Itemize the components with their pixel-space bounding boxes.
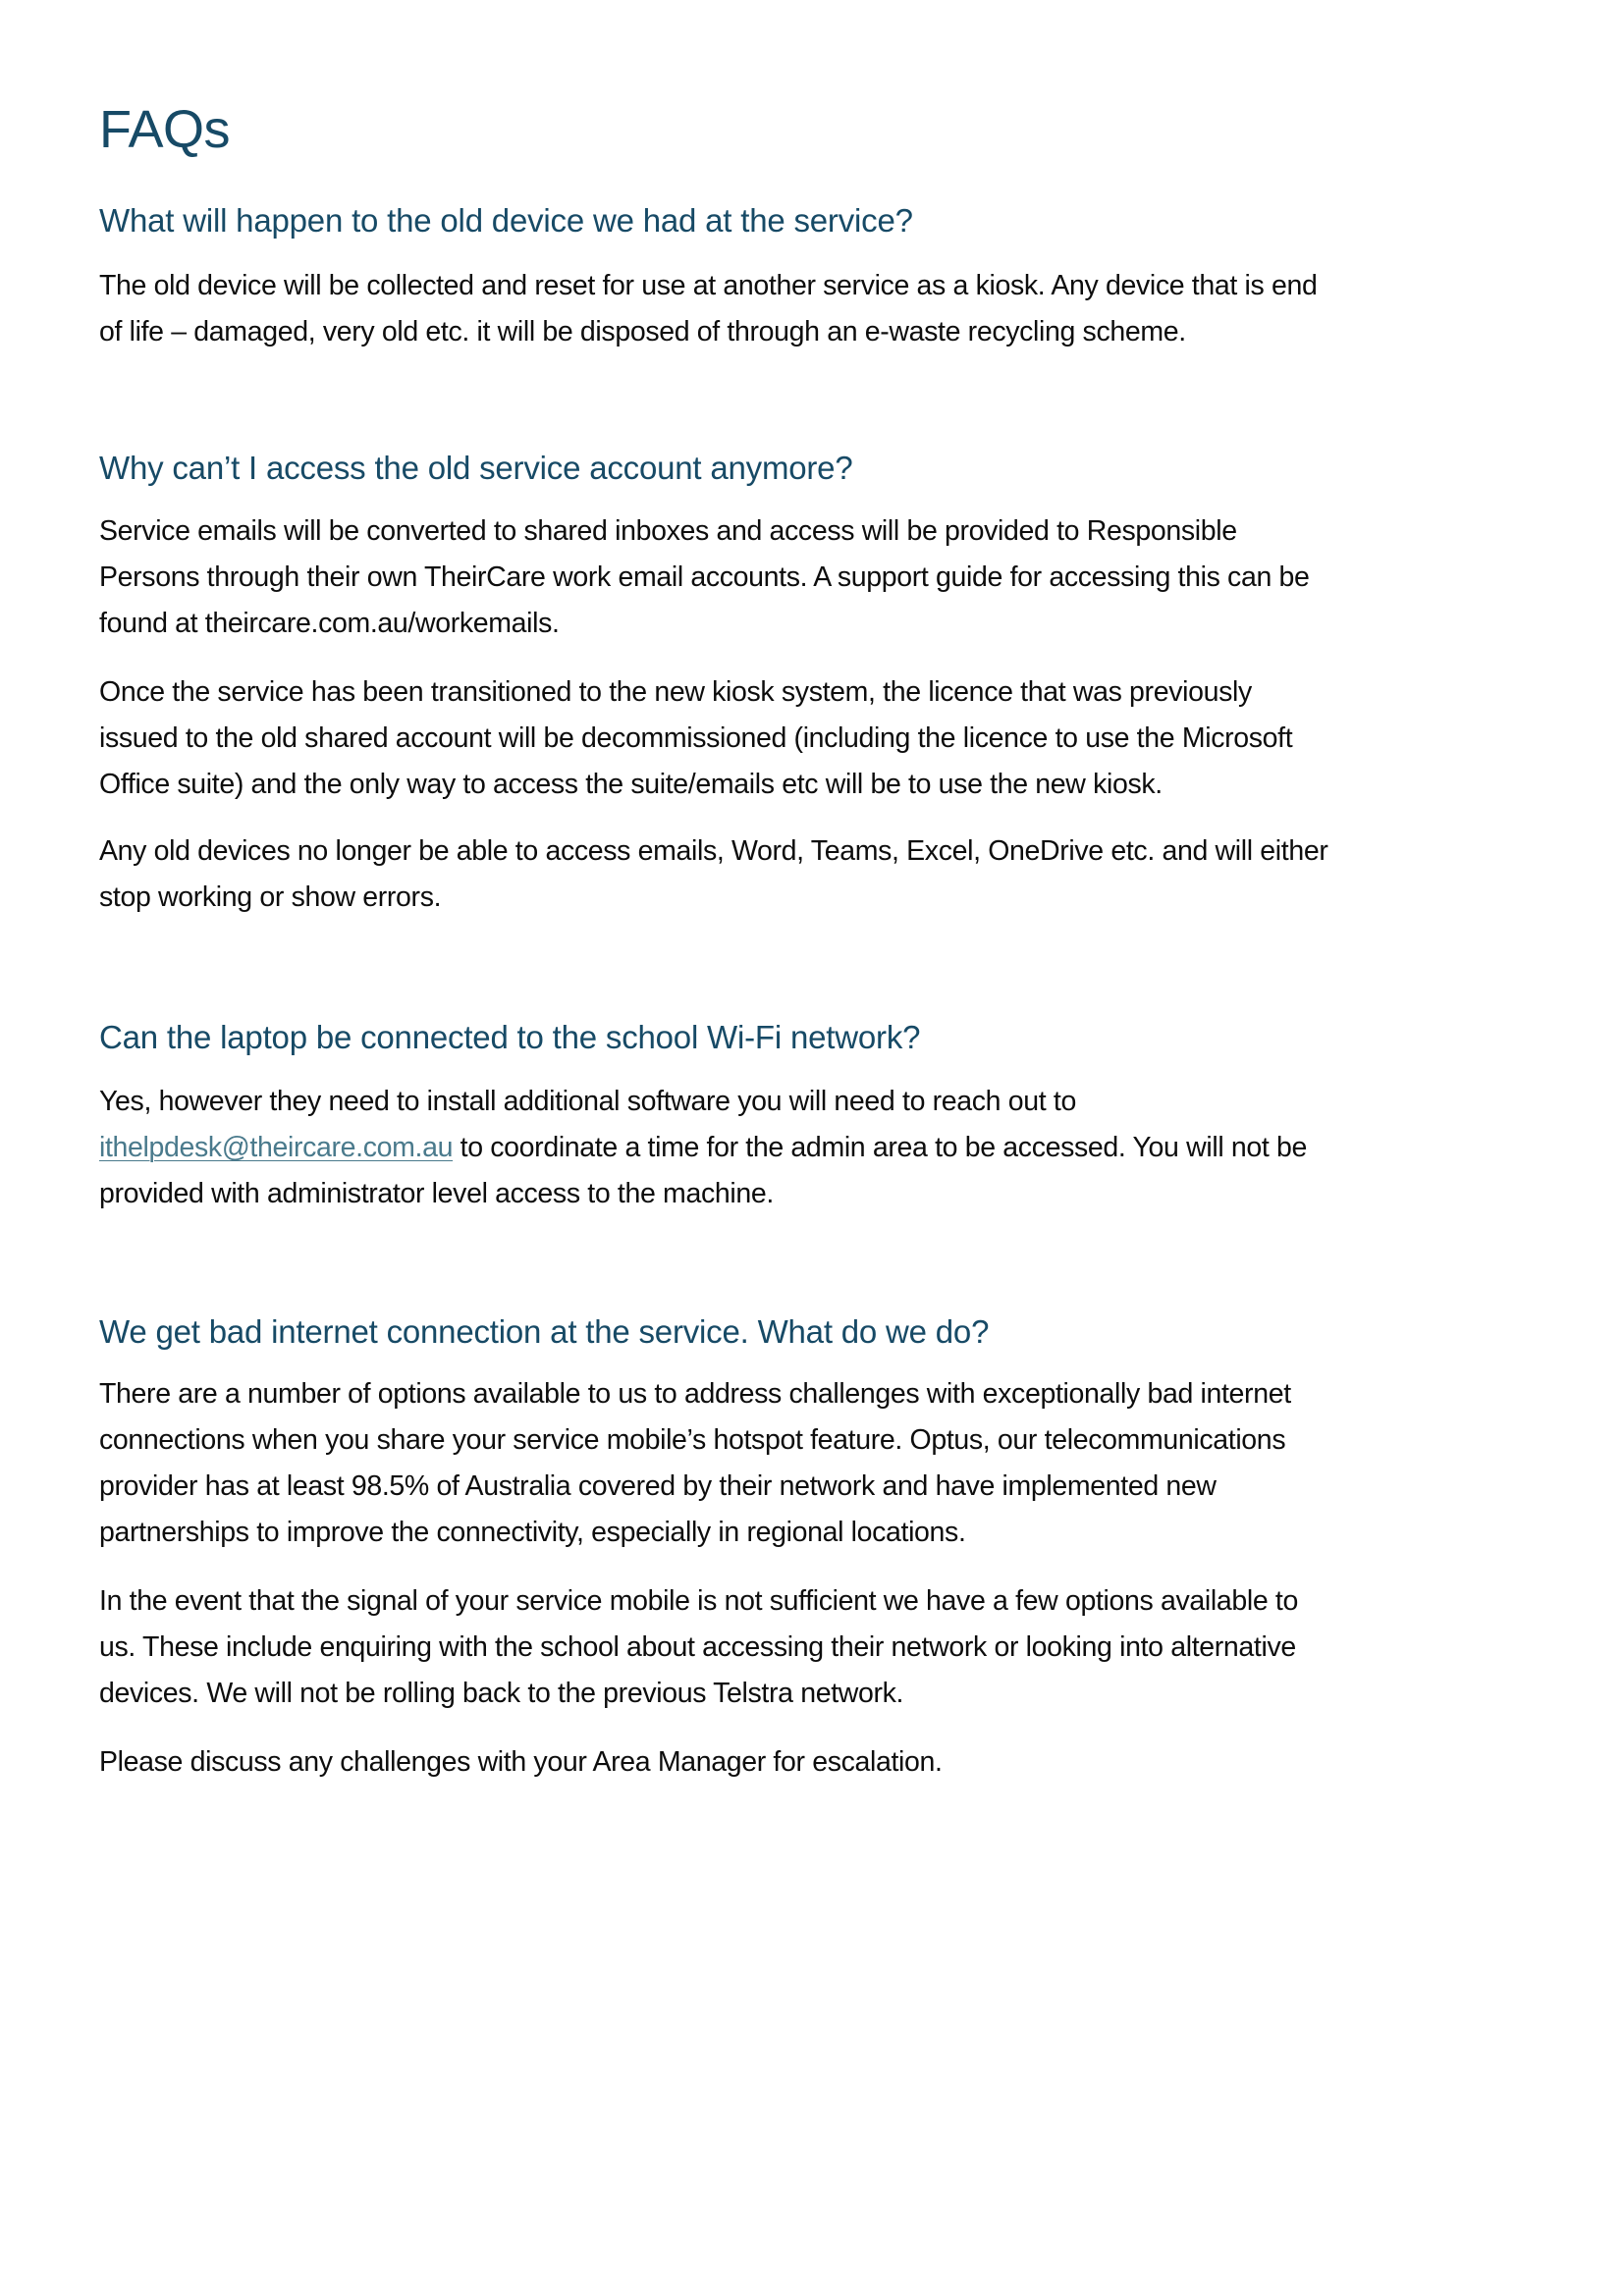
text-line: stop working or show errors. [99, 881, 442, 913]
text-line: Office suite) and the only way to access the suite/emails etc will be to use the new kiosk. [99, 769, 1163, 800]
text-line: partnerships to improve the connectivity, especially in regional locations. [99, 1517, 966, 1548]
text-line: Any old devices no longer be able to access emails, Word, Teams, Excel, OneDrive etc. and will either [99, 835, 1328, 867]
text-line: Service emails will be converted to shared inboxes and access will be provided to Responsible [99, 515, 1237, 547]
faq-answer-paragraph [99, 508, 1310, 647]
helpdesk-email-link[interactable]: ithelpdesk@theircare.com.au [99, 1132, 454, 1163]
text-line: devices. We will not be rolling back to the previous Telstra network. [99, 1678, 904, 1709]
text-line: us. These include enquiring with the school about accessing their network or looking into alternative [99, 1631, 1296, 1663]
faq-answer-paragraph [99, 669, 1292, 808]
faq-answer-paragraph [99, 1371, 1291, 1556]
text-line: provided with administrator level access to the machine. [99, 1178, 774, 1209]
faq-answer-paragraph [99, 1739, 943, 1786]
text-line: issued to the old shared account will be decommissioned (including the licence to use the Microsoft [99, 722, 1293, 754]
text-line [99, 1125, 1307, 1171]
text-line: connections when you share your service mobile’s hotspot feature. Optus, our telecommunications [99, 1424, 1286, 1456]
text-line: Persons through their own TheirCare work email accounts. A support guide for accessing this can be [99, 561, 1310, 593]
text-line: of life – damaged, very old etc. it will be disposed of through an e-waste recycling scheme. [99, 316, 1186, 347]
faq-question: What will happen to the old device we had at the service? [99, 202, 913, 239]
text-line: In the event that the signal of your service mobile is not sufficient we have a few options available to [99, 1585, 1298, 1617]
faq-question: Why can’t I access the old service account anymore? [99, 450, 853, 486]
faq-question: Can the laptop be connected to the school Wi-Fi network? [99, 1019, 921, 1055]
faq-answer-paragraph [99, 828, 1327, 921]
text-segment: to coordinate a time for the admin area to be accessed. You will not be [453, 1132, 1308, 1163]
text-line: provider has at least 98.5% of Australia covered by their network and have implemented new [99, 1470, 1217, 1502]
page-title: FAQs [99, 100, 231, 159]
text-line: found at theircare.com.au/workemails. [99, 608, 560, 639]
text-line: Yes, however they need to install additional software you will need to reach out to [99, 1086, 1076, 1117]
faq-answer-paragraph [99, 1079, 1307, 1217]
faq-question: We get bad internet connection at the service. What do we do? [99, 1313, 990, 1350]
text-line: Once the service has been transitioned to the new kiosk system, the licence that was previously [99, 676, 1252, 708]
text-line: There are a number of options available to us to address challenges with exceptionally bad internet [99, 1378, 1291, 1410]
text-line: The old device will be collected and reset for use at another service as a kiosk. Any device that is end [99, 270, 1318, 301]
faq-answer-paragraph [99, 1578, 1298, 1717]
faq-answer-paragraph [99, 263, 1317, 355]
text-line: Please discuss any challenges with your Area Manager for escalation. [99, 1746, 943, 1778]
